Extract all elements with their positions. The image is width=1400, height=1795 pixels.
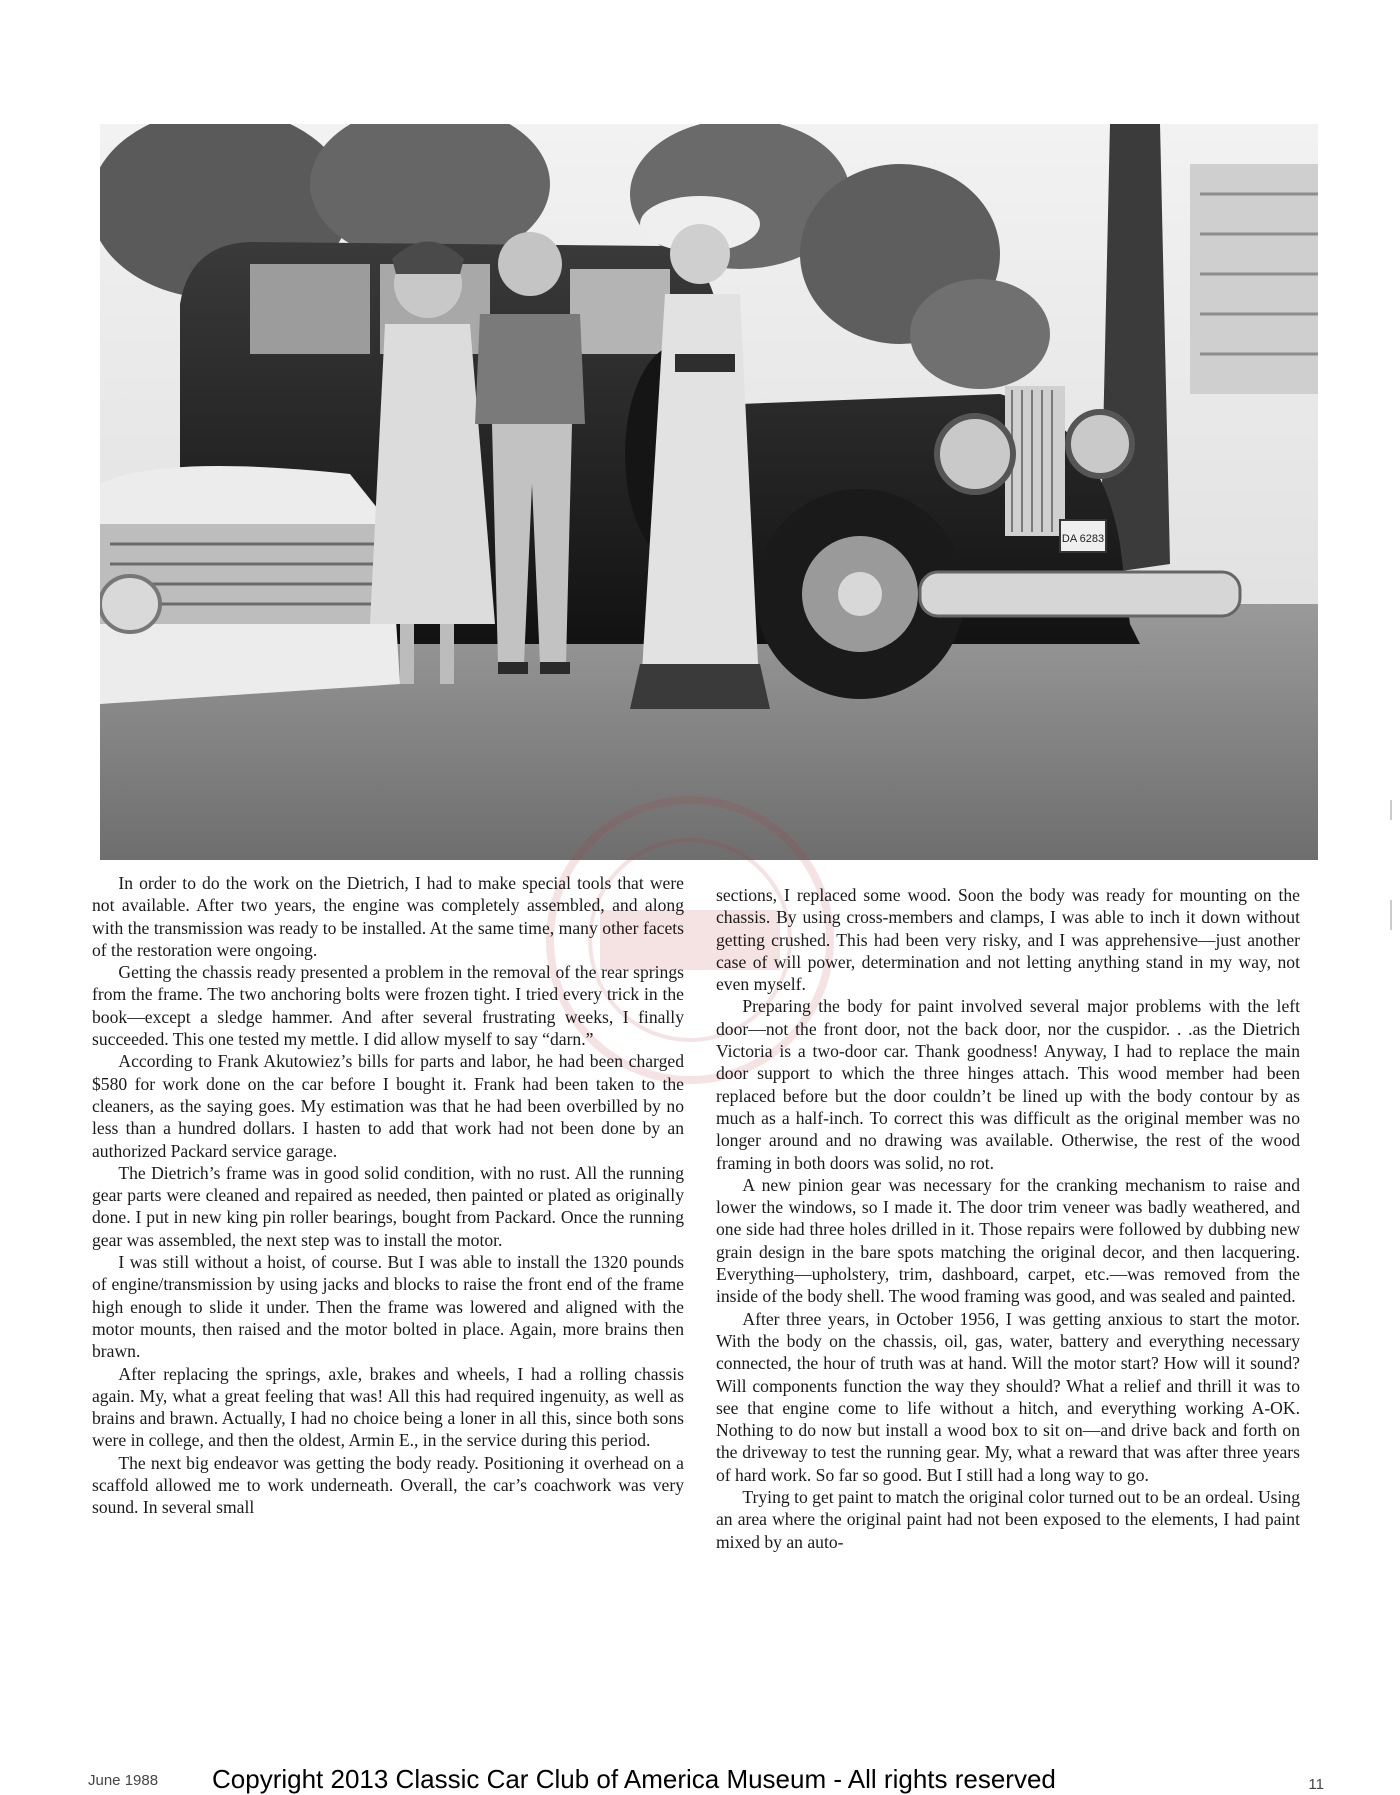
paragraph: Getting the chassis ready presented a problem in the removal of the rear springs from the frame. The two anchoring bolts were frozen tight. I tried every trick in the book—except a sledge hammer. And after several frustrating weeks, I finally succeeded. This one tested my mettle. I did allow myself to say “darn.”: [92, 962, 684, 1050]
paragraph: A new pinion gear was necessary for the cranking mechanism to raise and lower the windows, so I made it. The door trim veneer was badly weathered, and one side had three holes drilled in it. Those repairs were followed by dubbing new grain design in the bare spots matching the original decor, and then lacquering. Everything—upholstery, trim, dashboard, carpet, etc.—was removed from the inside of the body shell. The wood framing was good, and was sealed and painted.: [716, 1174, 1300, 1307]
copyright-notice: Copyright 2013 Classic Car Club of America Museum - All rights reserved: [212, 1764, 1056, 1794]
paragraph: In order to do the work on the Dietrich, I had to make special tools that were not available. After two years, the engine was completely assembled, and along with the transmission was ready to be installed. At the same time, many other facets of the restoration were ongoing.: [92, 873, 684, 960]
scan-edge-marks: [1386, 780, 1396, 980]
paragraph: According to Frank Akutowiez’s bills for parts and labor, he had been charged $580 for work done on the car before I bought it. Frank had been taken to the cleaners, as the saying goes. My estimation was that he had been overbilled by no less than a hundred dollars. I hasten to add that work had not been done by an authorized Packard service garage.: [92, 1051, 684, 1161]
article-right-column: [716, 884, 1300, 1553]
paragraph: After three years, in October 1956, I was getting anxious to start the motor. With the body on the chassis, oil, gas, water, battery and everything necessary connected, the hour of truth was at hand. Will the motor start? How will it sound? Will components function the way they should? What a relief and thrill it was to see that engine come to life without a hitch, and everything working A-OK. Nothing to do now but install a wood box to sit on—and drive back and forth on the driveway to test the running gear. My, what a reward that was after three years of hard work. So far so good. But I still had a long way to go.: [716, 1308, 1300, 1485]
paragraph: After replacing the springs, axle, brakes and wheels, I had a rolling chassis again. My, what a great feeling that was! All this had required ingenuity, as well as brains and brawn. Actually, I had no choice being a loner in all this, since both sons were in college, and then the oldest, Armin E., in the service during this period.: [92, 1363, 684, 1451]
paragraph: I was still without a hoist, of course. But I was able to install the 1320 pounds of engine/transmission by using jacks and blocks to raise the front end of the frame high enough to slide it under. Then the frame was lowered and aligned with the motor mounts, then raised and the motor bolted in place. Again, more brains then brawn.: [92, 1252, 684, 1362]
paragraph: The Dietrich’s frame was in good solid condition, with no rust. All the running gear parts were cleaned and repaired as needed, then painted or plated as originally done. I put in new king pin roller bearings, bought from Packard. Once the running gear was assembled, the next step was to install the motor.: [92, 1162, 684, 1250]
page-number: 11: [1308, 1776, 1324, 1793]
article-photo: [100, 124, 1318, 860]
article-left-column: [92, 872, 684, 1519]
paragraph-continued: sections, I replaced some wood. Soon the body was ready for mounting on the chassis. By using cross-members and clamps, I was able to inch it down without getting crushed. This had been very risky, and I was apprehensive—just another case of will power, determination and not letting anything stand in my way, not even myself.: [716, 885, 1300, 995]
license-plate-text: DA 6283: [1061, 533, 1105, 545]
paragraph: Preparing the body for paint involved several major problems with the left door—not the front door, not the back door, nor the cuspidor. . .as the Dietrich Victoria is a two-door car. Thank goodness! Anyway, I had to replace the main door support to which the three hinges attach. This wood member had been replaced before but the door couldn’t be lined up with the body contour by as much as a half-inch. To correct this was difficult as the original member was no longer around and no drawing was available. Otherwise, the rest of the wood framing in both doors was solid, no rot.: [716, 996, 1300, 1173]
paragraph: Trying to get paint to match the original color turned out to be an ordeal. Using an area where the original paint had not been exposed to the elements, I had paint mixed by an auto-: [716, 1487, 1300, 1552]
issue-date: June 1988: [88, 1772, 159, 1789]
paragraph: The next big endeavor was getting the body ready. Positioning it overhead on a scaffold allowed me to work underneath. Overall, the car’s coachwork was very sound. In several small: [92, 1452, 684, 1518]
photo-illustration: [100, 124, 1318, 860]
